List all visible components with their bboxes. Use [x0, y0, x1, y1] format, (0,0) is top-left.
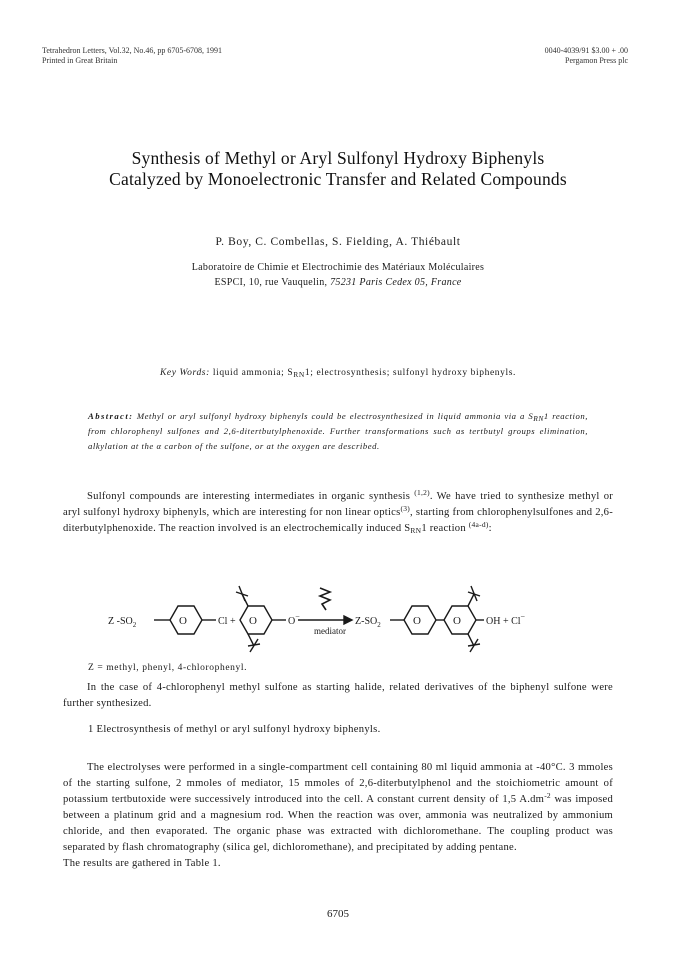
product-suffix-label [486, 612, 526, 627]
abstract-text-1: Methyl or aryl sulfonyl hydroxy biphenyls could be electrosynthesized in liquid ammonia via a S [133, 411, 534, 421]
plus-sign: + [230, 616, 236, 627]
derivatives-text: In the case of 4-chlorophenyl methyl sulfone as starting halide, related derivatives of the biphenyl sulfone were further synthesized. [63, 682, 613, 709]
phenoxide-ring-label: O [249, 615, 257, 627]
intro-paragraph [63, 489, 613, 537]
scheme-structures [154, 586, 484, 652]
procedure-text [63, 760, 613, 856]
abstract-text-2: 1 reaction, from chlorophenyl sulfones and 2,6-ditertbutylphenoxide. Further transformations such as tertbutyl groups elimination, alkylation at the α carbon of the sulfone, or at the oxygen are described. [88, 411, 588, 451]
abstract [88, 409, 588, 454]
keywords-text-1: liquid ammonia; S [209, 368, 294, 378]
chloro-label: Cl [218, 616, 228, 627]
reactant-prefix: Z -SO [108, 616, 133, 627]
intro-text-b: . We have tried to synthesize methyl or aryl sulfonyl hydroxy biphenyls, which are interesting for non linear optics [63, 491, 614, 518]
intro-text-c: , starting from chlorophenylsulfones and 2,6-diterbutylphenoxide. The reaction involved is an electrochemically induced S [63, 507, 613, 534]
paper-title [40, 148, 636, 190]
abstract-subscript: RN [533, 414, 544, 423]
oxide-symbol: O [288, 616, 296, 627]
z-definition: Z = methyl, phenyl, 4-chlorophenyl. [88, 663, 248, 673]
abstract-label: Abstract: [88, 411, 134, 421]
issn-price: 0040-4039/91 $3.00 + .00 [544, 46, 628, 55]
oxide-label [288, 612, 300, 627]
intro-subscript: RN [410, 526, 422, 535]
ref-4: (4a-d) [468, 520, 489, 529]
author-list: P. Boy, C. Combellas, S. Fielding, A. Thiébault [215, 236, 461, 248]
affiliation-address [40, 275, 636, 290]
affiliation [40, 260, 636, 290]
keywords-label: Key Words: [159, 368, 210, 378]
scheme-labels [108, 612, 526, 636]
current-density-exponent: -2 [544, 791, 551, 800]
publisher-header [545, 46, 628, 66]
reaction-scheme [108, 574, 578, 658]
derivatives-paragraph [63, 680, 613, 712]
oxide-charge: − [295, 612, 300, 621]
results-pointer: The results are gathered in Table 1. [63, 858, 221, 869]
affiliation-lab: Laboratoire de Chimie et Electrochimie des Matériaux Moléculaires [191, 262, 485, 273]
product-subscript: 2 [377, 621, 381, 629]
product-suffix: OH + Cl [486, 616, 521, 627]
reactant-label [108, 616, 137, 629]
chloride-charge: − [520, 612, 526, 621]
procedure-paragraph [63, 760, 613, 872]
product-ring-2-label: O [453, 615, 461, 627]
title-line-2: Catalyzed by Monoelectronic Transfer and Related Compounds [109, 169, 567, 189]
section-heading: 1 Electrosynthesis of methyl or aryl sulfonyl hydroxy biphenyls. [88, 724, 381, 735]
publisher-name: Pergamon Press plc [565, 56, 628, 65]
product-prefix: Z-SO [355, 616, 378, 627]
ref-1-2: (1,2) [414, 488, 430, 497]
product-label [355, 616, 381, 629]
procedure-text-a: The electrolyses were performed in a single-compartment cell containing 80 ml liquid ammonia at -40°C. 3 mmoles of the starting sulfone, 2 mmoles of mediator, 15 mmoles of 2,6-diterbutylphenol and the stoichiometric amount of potassium tertbutoxide were successively introduced into the cell. A constant current density of 1,5 A.dm [63, 762, 613, 805]
intro-text-a: Sulfonyl compounds are interesting intermediates in organic synthesis [87, 491, 415, 502]
intro-text-e: : [488, 523, 492, 534]
page-number: 6705 [327, 908, 349, 920]
journal-citation: Tetrahedron Letters, Vol.32, No.46, pp 6705-6708, 1991 [42, 46, 223, 55]
keywords-subscript: RN [293, 370, 305, 379]
ref-3: (3) [400, 504, 410, 513]
keywords-text-2: 1; electrosynthesis; sulfonyl hydroxy biphenyls. [304, 368, 517, 378]
reactant-ring-label: O [179, 615, 187, 627]
intro-text [63, 489, 613, 537]
product-ring-1-label: O [413, 615, 421, 627]
mediator-label: mediator [314, 626, 346, 636]
affiliation-city: 75231 Paris Cedex 05, France [330, 277, 462, 288]
affiliation-street: ESPCI, 10, rue Vauquelin, [214, 277, 331, 288]
procedure-text-b: was imposed between a platinum grid and a magnesium rod. When the reaction was over, ammonia was neutralized by ammonium chloride, and then evaporated. The organic phase was extracted with dichloromethane. The coupling product was separated by flash chromatography (silica gel, dichloromethane), and precipitated by adding pentane. [63, 794, 614, 853]
journal-header [42, 46, 222, 66]
printed-location: Printed in Great Britain [42, 56, 118, 65]
keywords [40, 368, 636, 378]
reactant-subscript: 2 [132, 621, 137, 629]
intro-text-d: 1 reaction [421, 523, 469, 534]
title-line-1: Synthesis of Methyl or Aryl Sulfonyl Hydroxy Biphenyls [131, 148, 545, 168]
